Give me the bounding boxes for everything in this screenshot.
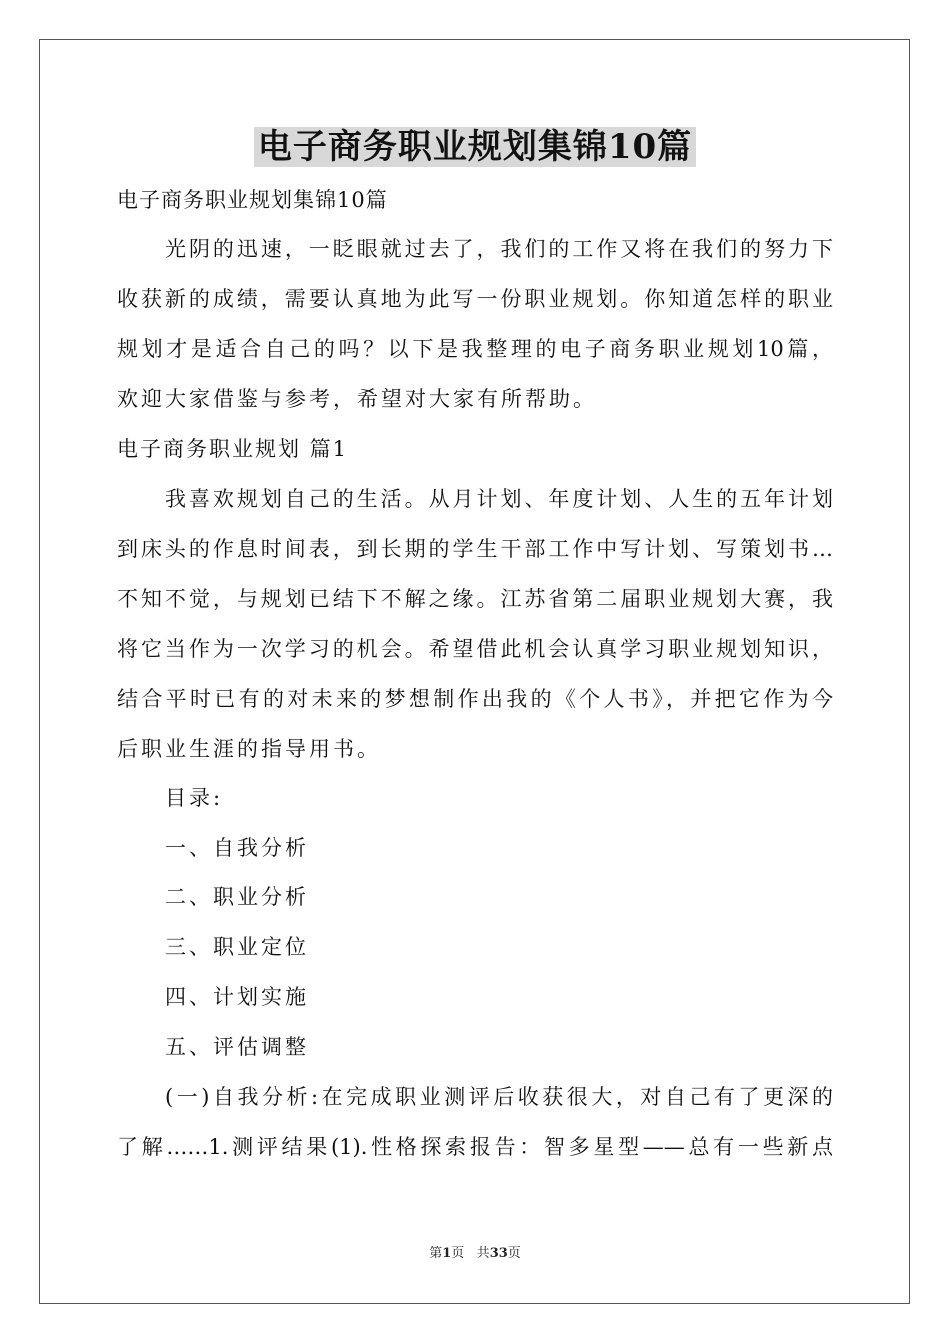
- body-line-3: 不知不觉，与规划已结下不解之缘。江苏省第二届职业规划大赛，我: [117, 587, 833, 611]
- footer-total-suffix: 页: [507, 1246, 521, 1261]
- toc-label: 目录:: [165, 786, 224, 810]
- page-frame: [39, 39, 910, 1304]
- document-title-text: 电子商务职业规划集锦10篇: [254, 127, 696, 167]
- toc-item-1: 一、自我分析: [165, 836, 309, 860]
- toc-item-3: 三、职业定位: [165, 935, 309, 959]
- intro-line-4: 欢迎大家借鉴与参考，希望对大家有所帮助。: [117, 387, 597, 411]
- body-line-1: 我喜欢规划自己的生活。从月计划、年度计划、人生的五年计划: [165, 487, 833, 511]
- document-title: [0, 126, 950, 168]
- footer-total-prefix: 共: [476, 1246, 490, 1261]
- intro-line-3: 规划才是适合自己的吗？以下是我整理的电子商务职业规划10篇，: [117, 337, 833, 361]
- footer-page-prefix: 第: [429, 1246, 443, 1261]
- toc-item-5: 五、评估调整: [165, 1035, 309, 1059]
- analysis-line-1: (一)自我分析:在完成职业测评后收获很大，对自己有了更深的: [165, 1085, 833, 1109]
- footer-page-number: 1: [442, 1246, 452, 1261]
- body-line-6: 后职业生涯的指导用书。: [117, 737, 381, 761]
- section-heading: 电子商务职业规划 篇1: [117, 437, 349, 461]
- footer-page-suffix: 页: [451, 1246, 465, 1261]
- toc-item-2: 二、职业分析: [165, 885, 309, 909]
- document-subtitle: 电子商务职业规划集锦10篇: [117, 188, 388, 212]
- analysis-line-2: 了解……1.测评结果(1).性格探索报告：智多星型——总有一些新点: [117, 1135, 833, 1159]
- intro-line-2: 收获新的成绩，需要认真地为此写一份职业规划。你知道怎样的职业: [117, 287, 833, 311]
- toc-item-4: 四、计划实施: [165, 985, 309, 1009]
- footer-total-pages: 33: [489, 1246, 508, 1261]
- body-line-2: 到床头的作息时间表，到长期的学生干部工作中写计划、写策划书…: [117, 537, 833, 561]
- intro-line-1: 光阴的迅速，一眨眼就过去了，我们的工作又将在我们的努力下: [165, 237, 833, 261]
- body-line-5: 结合平时已有的对未来的梦想制作出我的《个人书》，并把它作为今: [117, 687, 833, 711]
- page-footer: [0, 1245, 950, 1263]
- body-line-4: 将它当作为一次学习的机会。希望借此机会认真学习职业规划知识，: [117, 637, 833, 661]
